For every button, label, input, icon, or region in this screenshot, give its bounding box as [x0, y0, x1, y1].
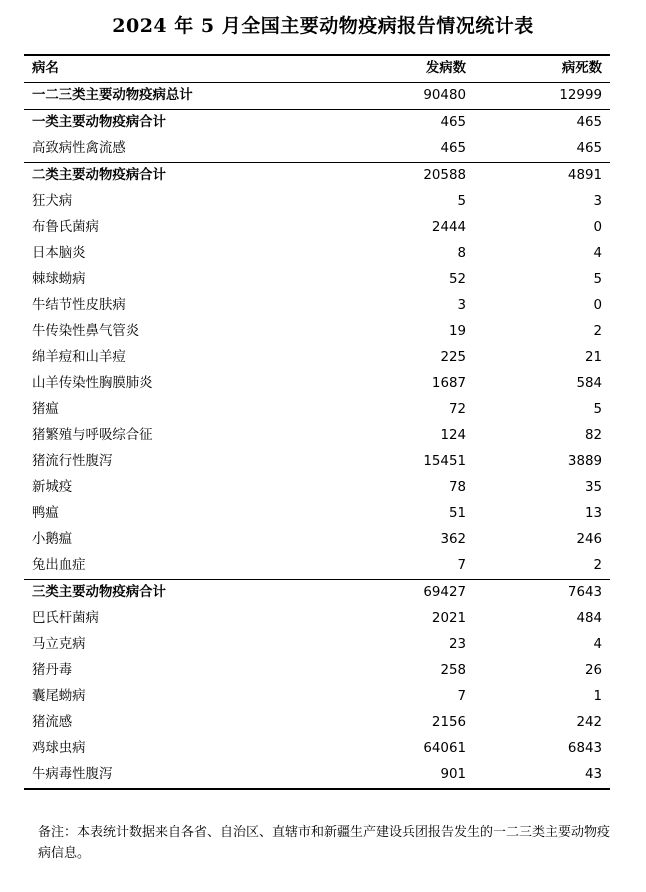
- table-row: [24, 215, 610, 241]
- deaths-cell: 13: [584, 506, 602, 521]
- disease-name-cell: 绵羊痘和山羊痘: [32, 350, 126, 365]
- cases-cell: 69427: [423, 585, 466, 600]
- disease-name-cell: 新城疫: [32, 480, 73, 495]
- cases-cell: 90480: [423, 88, 466, 103]
- cases-cell: 1687: [431, 376, 466, 391]
- deaths-cell: 3: [593, 194, 602, 209]
- disease-name-cell: 布鲁氏菌病: [32, 220, 99, 235]
- table-row: [24, 423, 610, 449]
- deaths-cell: 26: [584, 663, 602, 678]
- table-header-row: [24, 55, 610, 83]
- disease-name-cell: 日本脑炎: [32, 246, 86, 261]
- deaths-cell: 242: [576, 715, 602, 730]
- table-row: [24, 267, 610, 293]
- statistics-table: [24, 54, 610, 790]
- table-row: [24, 684, 610, 710]
- table-row: [24, 371, 610, 397]
- cases-cell: 901: [440, 767, 466, 782]
- deaths-cell: 584: [576, 376, 602, 391]
- table-row: [24, 762, 610, 789]
- deaths-cell: 5: [593, 272, 602, 287]
- cases-cell: 64061: [423, 741, 466, 756]
- disease-name-cell: 巴氏杆菌病: [32, 611, 99, 626]
- disease-name-cell: 鸭瘟: [32, 506, 59, 521]
- table-row: [24, 293, 610, 319]
- disease-name-cell: 小鹅瘟: [32, 532, 73, 547]
- table-row: [24, 501, 610, 527]
- disease-name-cell: 一二三类主要动物疫病总计: [32, 88, 193, 103]
- deaths-cell: 43: [584, 767, 602, 782]
- deaths-cell: 3889: [567, 454, 602, 469]
- deaths-cell: 0: [593, 220, 602, 235]
- disease-name-cell: 猪瘟: [32, 402, 59, 417]
- deaths-cell: 1: [593, 689, 602, 704]
- header-cases: 发病数: [425, 61, 466, 76]
- cases-cell: 2021: [431, 611, 466, 626]
- deaths-cell: 4891: [567, 168, 602, 183]
- deaths-cell: 12999: [559, 88, 602, 103]
- table-row: [24, 475, 610, 501]
- table-group-row: [24, 83, 610, 110]
- cases-cell: 225: [440, 350, 466, 365]
- cases-cell: 465: [440, 115, 466, 130]
- table-row: [24, 553, 610, 580]
- disease-name-cell: 牛病毒性腹泻: [32, 767, 113, 782]
- table-row: [24, 527, 610, 553]
- cases-cell: 2156: [431, 715, 466, 730]
- disease-name-cell: 牛传染性鼻气管炎: [32, 324, 140, 339]
- deaths-cell: 246: [576, 532, 602, 547]
- cases-cell: 23: [448, 637, 466, 652]
- cases-cell: 52: [448, 272, 466, 287]
- disease-name-cell: 猪丹毒: [32, 663, 73, 678]
- deaths-cell: 484: [576, 611, 602, 626]
- table-row: [24, 606, 610, 632]
- cases-cell: 7: [457, 689, 466, 704]
- cases-cell: 19: [448, 324, 466, 339]
- table-row: [24, 189, 610, 215]
- table-row: [24, 136, 610, 163]
- page-title: 2024 年 5 月全国主要动物疫病报告情况统计表: [112, 15, 534, 37]
- cases-cell: 124: [440, 428, 466, 443]
- deaths-cell: 0: [593, 298, 602, 313]
- disease-name-cell: 狂犬病: [32, 194, 73, 209]
- table-row: [24, 449, 610, 475]
- table-body: [24, 83, 610, 790]
- header-deaths: 病死数: [561, 61, 602, 76]
- table-row: [24, 710, 610, 736]
- deaths-cell: 4: [593, 246, 602, 261]
- cases-cell: 465: [440, 141, 466, 156]
- disease-name-cell: 二类主要动物疫病合计: [32, 168, 166, 183]
- deaths-cell: 21: [584, 350, 602, 365]
- disease-name-cell: 一类主要动物疫病合计: [32, 115, 166, 130]
- disease-name-cell: 山羊传染性胸膜肺炎: [32, 376, 153, 391]
- table-row: [24, 241, 610, 267]
- cases-cell: 7: [457, 558, 466, 573]
- cases-cell: 51: [448, 506, 466, 521]
- table-row: [24, 345, 610, 371]
- disease-name-cell: 三类主要动物疫病合计: [32, 585, 166, 600]
- table-row: [24, 632, 610, 658]
- table-group-row: [24, 163, 610, 190]
- cases-cell: 5: [457, 194, 466, 209]
- disease-name-cell: 猪流感: [32, 715, 73, 730]
- cases-cell: 362: [440, 532, 466, 547]
- cases-cell: 20588: [423, 168, 466, 183]
- deaths-cell: 465: [576, 115, 602, 130]
- disease-name-cell: 猪繁殖与呼吸综合征: [32, 428, 153, 443]
- table-group-row: [24, 110, 610, 137]
- disease-name-cell: 兔出血症: [32, 558, 86, 573]
- deaths-cell: 2: [593, 558, 602, 573]
- deaths-cell: 465: [576, 141, 602, 156]
- cases-cell: 3: [457, 298, 466, 313]
- cases-cell: 8: [457, 246, 466, 261]
- deaths-cell: 82: [584, 428, 602, 443]
- cases-cell: 72: [448, 402, 466, 417]
- deaths-cell: 5: [593, 402, 602, 417]
- table-row: [24, 397, 610, 423]
- deaths-cell: 4: [593, 637, 602, 652]
- disease-name-cell: 鸡球虫病: [32, 741, 86, 756]
- disease-name-cell: 马立克病: [32, 637, 86, 652]
- table-row: [24, 319, 610, 345]
- deaths-cell: 7643: [567, 585, 602, 600]
- header-disease-name: 病名: [32, 61, 59, 76]
- cases-cell: 78: [448, 480, 466, 495]
- cases-cell: 258: [440, 663, 466, 678]
- deaths-cell: 2: [593, 324, 602, 339]
- table-group-row: [24, 580, 610, 607]
- cases-cell: 15451: [423, 454, 466, 469]
- disease-name-cell: 高致病性禽流感: [32, 141, 126, 156]
- table-row: [24, 658, 610, 684]
- deaths-cell: 35: [584, 480, 602, 495]
- cases-cell: 2444: [431, 220, 466, 235]
- deaths-cell: 6843: [567, 741, 602, 756]
- disease-name-cell: 棘球蚴病: [32, 272, 86, 287]
- disease-name-cell: 猪流行性腹泻: [32, 454, 113, 469]
- disease-name-cell: 牛结节性皮肤病: [32, 298, 126, 313]
- disease-name-cell: 囊尾蚴病: [32, 689, 86, 704]
- table-row: [24, 736, 610, 762]
- footnote: 备注：本表统计数据来自各省、自治区、直辖市和新疆生产建设兵团报告发生的一二三类主要动物疫病信息。: [38, 825, 611, 861]
